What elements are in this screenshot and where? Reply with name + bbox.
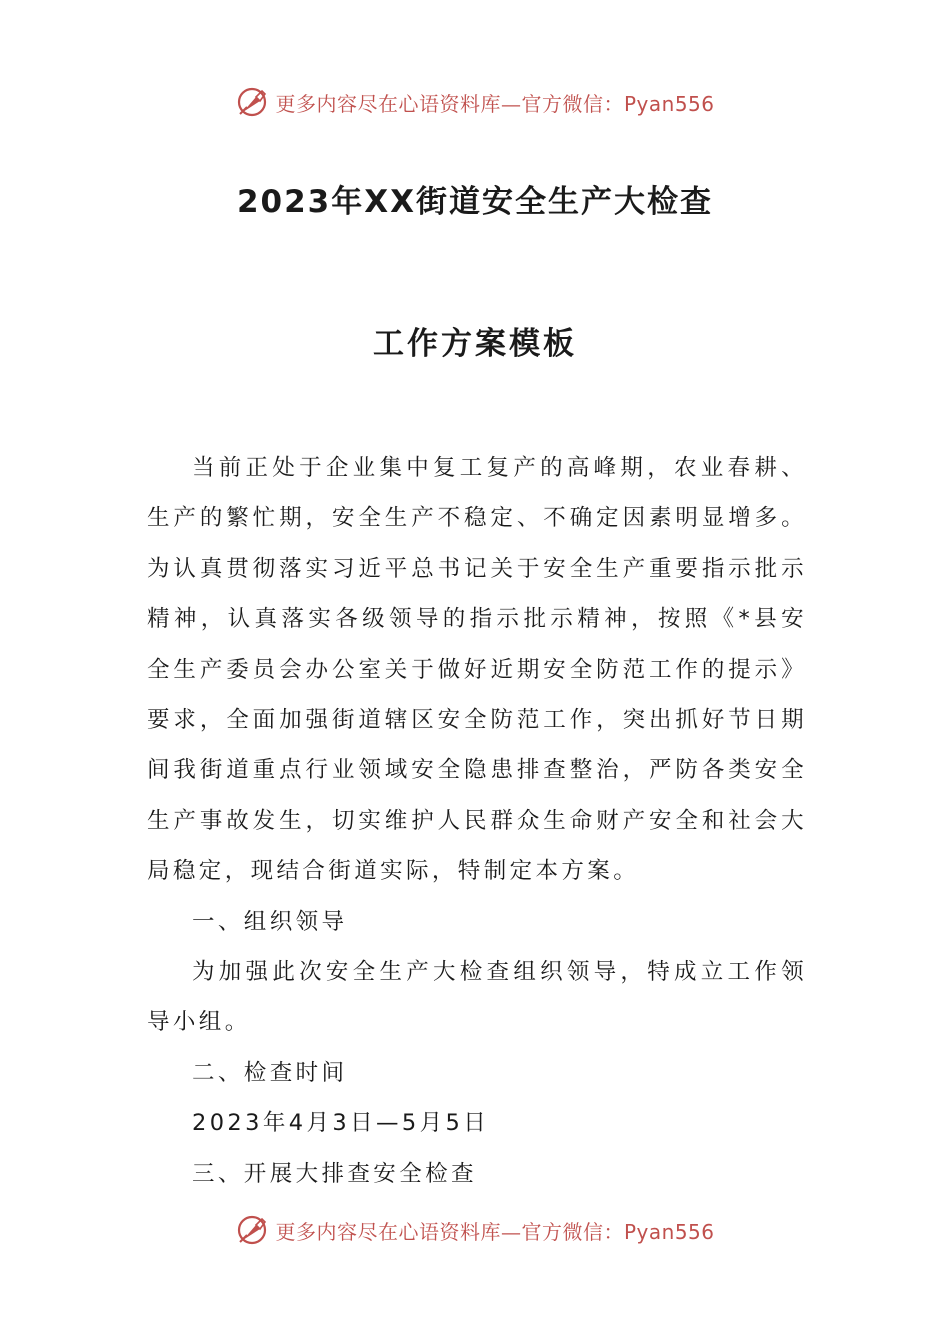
document-title-line-2: 工作方案模板 — [373, 326, 577, 362]
organization-paragraph: 为加强此次安全生产大检查组织领导，特成立工作领导小组。 — [147, 959, 807, 1036]
document-body — [147, 443, 807, 1199]
section-heading-inspection: 三、开展大排查安全检查 — [192, 1160, 477, 1187]
footer-watermark-banner — [0, 1210, 950, 1250]
header-watermark-banner — [0, 82, 950, 122]
banner-text — [275, 88, 714, 117]
banner-brand-text: 更多内容尽在心语资料库—官方微信： — [275, 1219, 624, 1244]
section-heading-organization: 一、组织领导 — [192, 908, 348, 935]
pen-nib-logo-icon — [235, 1213, 269, 1247]
pen-nib-logo-icon — [235, 85, 269, 119]
banner-wechat-id: Pyan556 — [623, 91, 715, 116]
banner-wechat-id: Pyan556 — [623, 1219, 715, 1244]
intro-paragraph: 当前正处于企业集中复工复产的高峰期，农业春耕、生产的繁忙期，安全生产不稳定、不确定因素明显增多。为认真贯彻落实习近平总书记关于安全生产重要指示批示精神，认真落实各级领导的指示批示精神，按照《*县安全生产委员会办公室关于做好近期安全防范工作的提示》要求，全面加强街道辖区安全防范工作，突出抓好节日期间我街道重点行业领域安全隐患排查整治，严防各类安全生产事故发生，切实维护人民群众生命财产安全和社会大局稳定，现结合街道实际，特制定本方案。 — [147, 455, 807, 885]
section-heading-inspection-time: 二、检查时间 — [192, 1059, 348, 1086]
banner-brand-text: 更多内容尽在心语资料库—官方微信： — [275, 91, 624, 116]
inspection-time-paragraph: 2023年4月3日—5月5日 — [192, 1110, 490, 1137]
banner-text — [275, 1216, 714, 1245]
document-title-line-1: 2023年XX街道安全生产大检查 — [236, 184, 714, 220]
